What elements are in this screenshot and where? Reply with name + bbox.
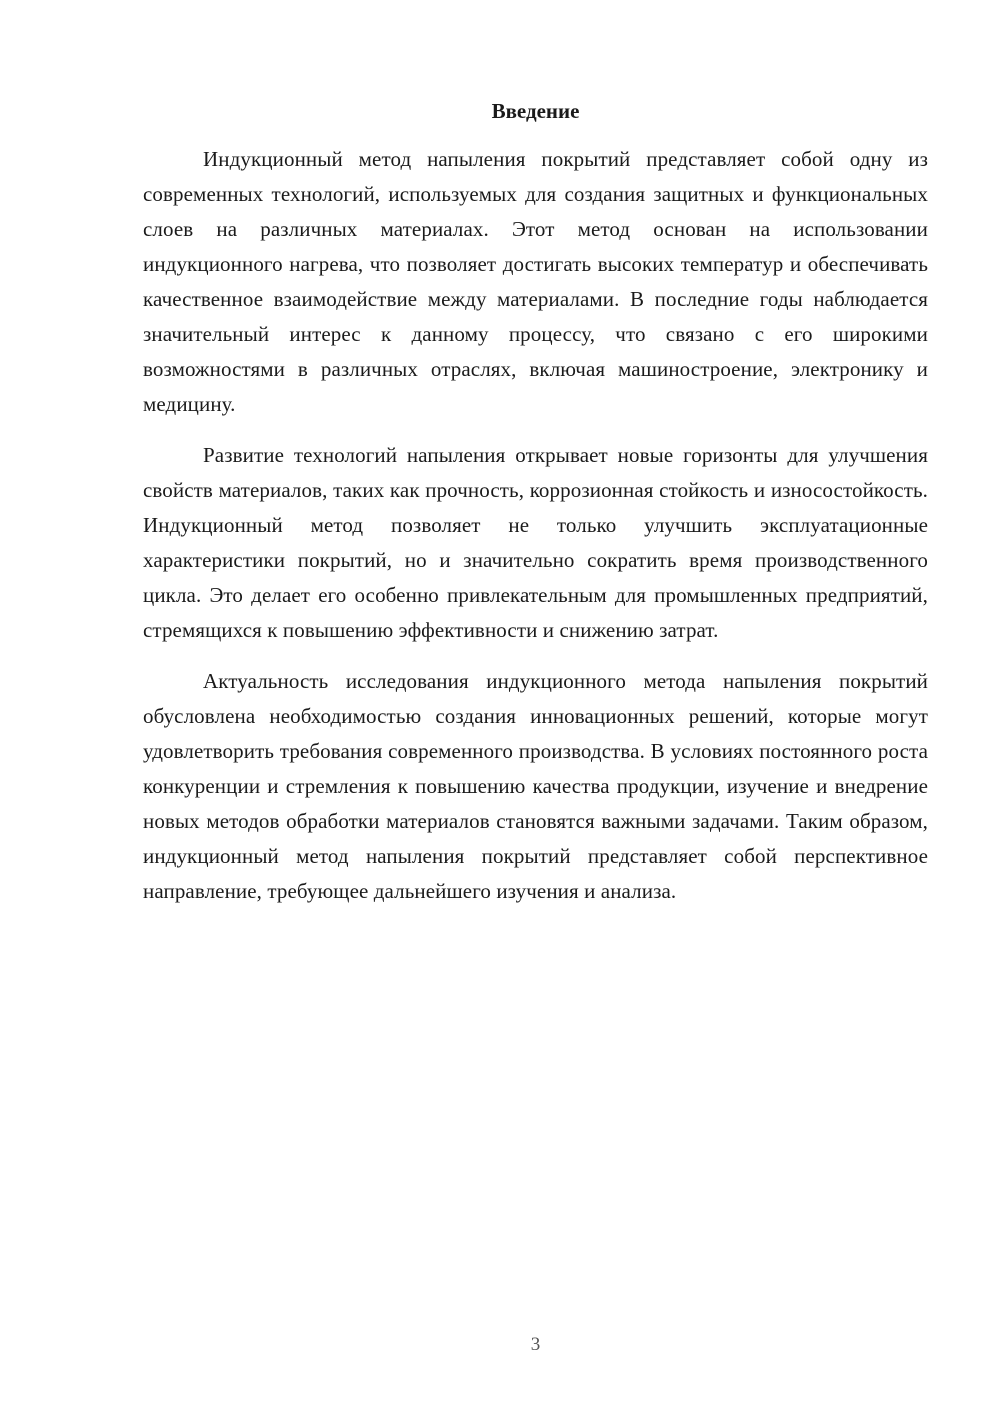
page-number: 3 — [530, 1334, 541, 1355]
paragraph-1: Индукционный метод напыления покрытий представляет собой одну из современных технологий, используемых для создания защитных и функциональных слоев на различных материалах. Этот метод основан на использовании индукционного нагрева, что позволяет достигать высоких температур и обеспечивать качественное взаимодействие между материалами. В последние годы наблюдается значительный интерес к данному процессу, что связано с его широкими возможностями в различных отраслях, включая машиностроение, электронику и медицину. — [143, 147, 928, 416]
paragraph-2: Развитие технологий напыления открывает новые горизонты для улучшения свойств материалов, таких как прочность, коррозионная стойкость и износостойкость. Индукционный метод позволяет не только улучшить эксплуатационные характеристики покрытий, но и значительно сократить время производственного цикла. Это делает его особенно привлекательным для промышленных предприятий, стремящихся к повышению эффективности и снижению затрат. — [143, 443, 928, 642]
paragraph-3: Актуальность исследования индукционного метода напыления покрытий обусловлена необходимостью создания инновационных решений, которые могут удовлетворить требования современного производства. В условиях постоянного роста конкуренции и стремления к повышению качества продукции, изучение и внедрение новых методов обработки материалов становятся важными задачами. Таким образом, индукционный метод напыления покрытий представляет собой перспективное направление, требующее дальнейшего изучения и анализа. — [143, 669, 928, 903]
body-text — [143, 142, 928, 925]
section-heading: Введение — [491, 99, 580, 123]
